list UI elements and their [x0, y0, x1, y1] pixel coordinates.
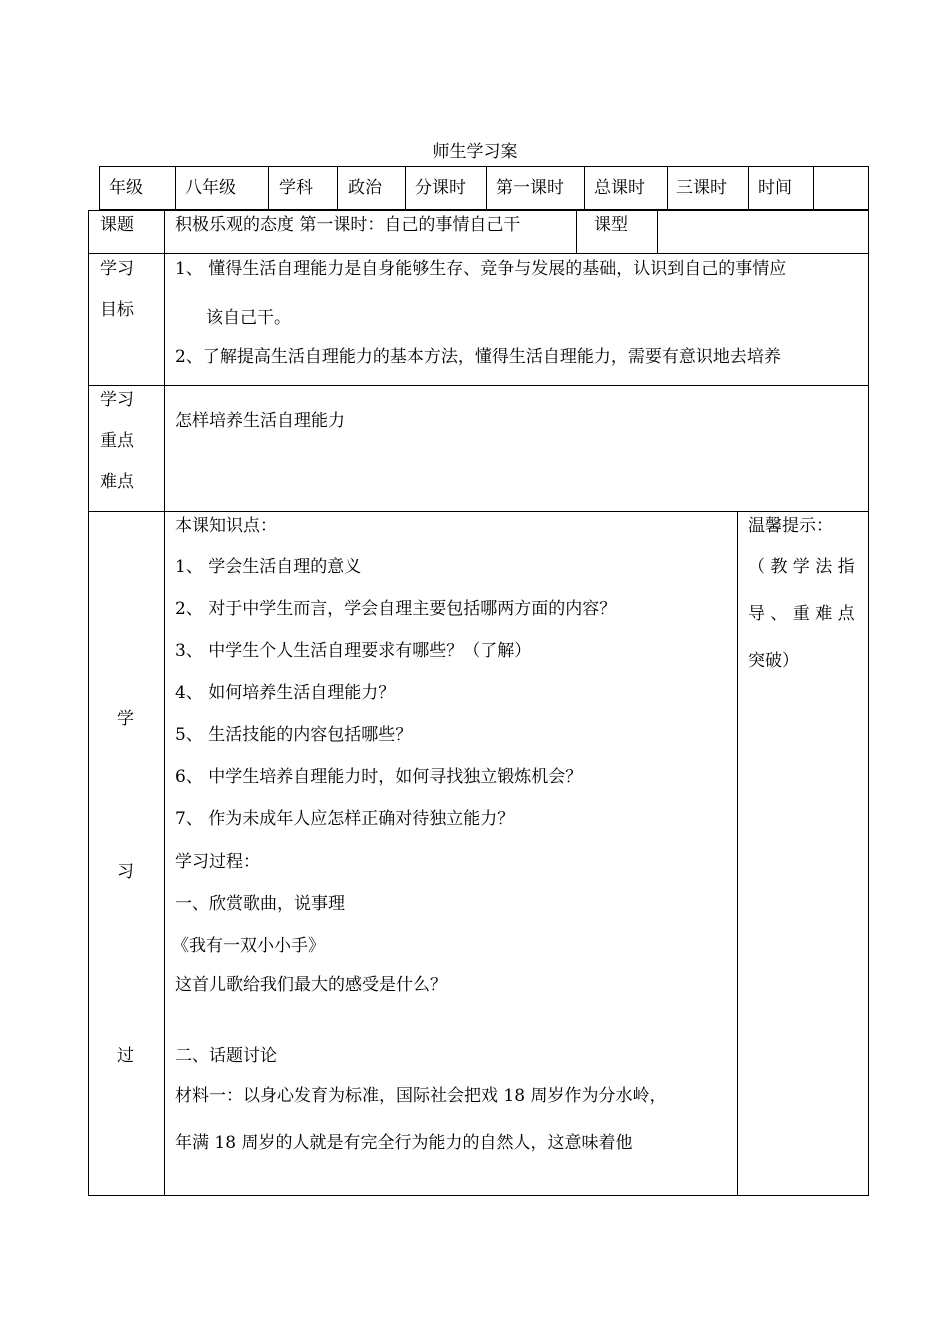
lesson-part-label: 分课时 [415, 178, 466, 198]
question-item: 5、 生活技能的内容包括哪些？ [175, 725, 413, 745]
divider [89, 511, 868, 512]
goal-2: 2、了解提高生活自理能力的基本方法，懂得生活自理能力，需要有意识地去培养 [175, 347, 781, 367]
question-item: 7、 作为未成年人应怎样正确对待独立能力？ [175, 809, 515, 829]
goals-label-1: 学习 [100, 259, 134, 279]
goal-1-cont: 该自己干。 [206, 308, 291, 328]
divider [737, 511, 738, 1195]
process-side-2: 习 [117, 862, 134, 882]
tips-line-2: 导 、 重 难 点 [748, 604, 855, 624]
song-title: 《我有一双小小手》 [172, 936, 325, 956]
song-question: 这首儿歌给我们最大的感受是什么？ [175, 975, 447, 995]
question-item: 3、 中学生个人生活自理要求有哪些？（了解） [175, 641, 532, 661]
question-item: 4、 如何培养生活自理能力？ [175, 683, 396, 703]
header-row [99, 166, 869, 210]
divider [89, 253, 868, 254]
key-label-1: 学习 [100, 390, 134, 410]
question-item: 1、 学会生活自理的意义 [175, 557, 362, 577]
grade-value: 八年级 [185, 178, 236, 198]
subject-value: 政治 [348, 178, 382, 198]
divider [268, 167, 269, 210]
knowledge-title: 本课知识点： [175, 516, 277, 536]
process-title: 学习过程： [175, 852, 260, 872]
grade-label: 年级 [109, 178, 143, 198]
goal-1: 1、 懂得生活自理能力是自身能够生存、竞争与发展的基础，认识到自己的事情应 [175, 259, 787, 279]
question-item: 6、 中学生培养自理能力时，如何寻找独立锻炼机会？ [175, 767, 583, 787]
step-1-heading: 一、欣赏歌曲，说事理 [175, 894, 345, 914]
divider [584, 167, 585, 210]
divider [748, 167, 749, 210]
subject-label: 学科 [279, 178, 313, 198]
divider [813, 167, 814, 210]
process-side-3: 过 [117, 1046, 134, 1066]
divider [486, 167, 487, 210]
topic-value: 积极乐观的态度 第一课时：自己的事情自己干 [175, 215, 521, 235]
divider [89, 385, 868, 386]
step-2-heading: 二、话题讨论 [175, 1046, 277, 1066]
divider [164, 211, 165, 1195]
divider [405, 167, 406, 210]
goals-label-2: 目标 [100, 300, 134, 320]
question-item: 2、 对于中学生而言，学会自理主要包括哪两方面的内容？ [175, 599, 617, 619]
key-label-3: 难点 [100, 472, 134, 492]
material-line-2: 年满 18 周岁的人就是有完全行为能力的自然人，这意味着他 [175, 1133, 633, 1153]
lesson-part-value: 第一课时 [496, 178, 564, 198]
page-title: 师生学习案 [432, 142, 518, 162]
divider [667, 167, 668, 210]
process-side-1: 学 [117, 709, 134, 729]
total-lessons-value: 三课时 [676, 178, 727, 198]
total-lessons-label: 总课时 [594, 178, 645, 198]
tips-title: 温馨提示： [748, 516, 833, 536]
divider [337, 167, 338, 210]
key-label-2: 重点 [100, 431, 134, 451]
divider [657, 211, 658, 253]
key-value: 怎样培养生活自理能力 [175, 411, 345, 431]
material-line-1: 材料一：以身心发育为标准，国际社会把戏 18 周岁作为分水岭， [175, 1086, 667, 1106]
tips-line-1: （ 教 学 法 指 [748, 557, 855, 577]
time-label: 时间 [758, 178, 792, 198]
tips-line-3: 突破） [748, 651, 799, 671]
divider [175, 167, 176, 210]
topic-label: 课题 [100, 215, 134, 235]
divider [576, 211, 577, 253]
lesson-type-label: 课型 [594, 215, 628, 235]
